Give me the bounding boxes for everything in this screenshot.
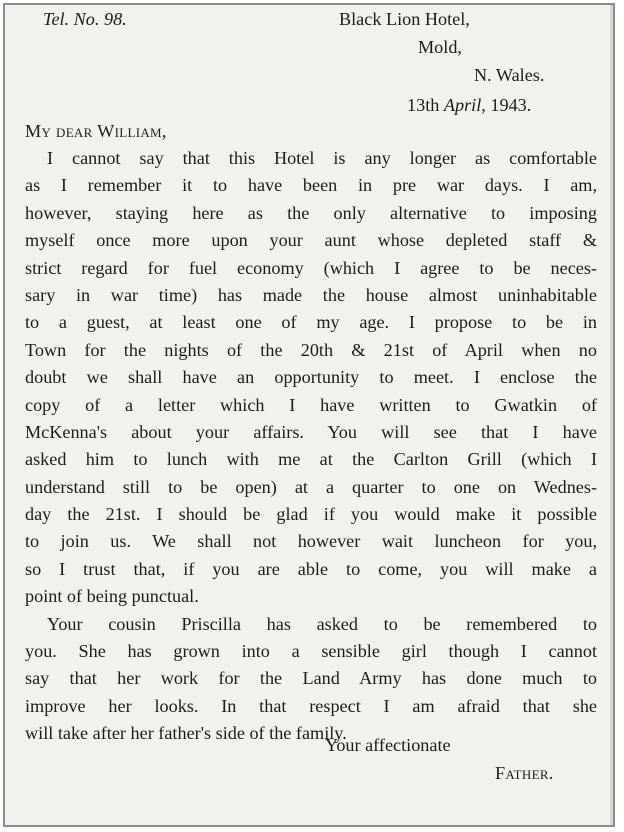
letter-page (3, 3, 615, 827)
body-line: to a guest, at least one of my age. I propose to be in (25, 312, 597, 333)
body-line: as I remember it to have been in pre war days. I am, (25, 175, 597, 196)
body-line: myself once more upon your aunt whose depleted staff & (25, 230, 597, 251)
date-year: 1943. (490, 95, 532, 115)
body-line: understand still to be open) at a quarter to one on Wednes- (25, 476, 597, 497)
body-line: strict regard for fuel economy (which I agree to be neces- (25, 257, 597, 278)
body-line: I cannot say that this Hotel is any longer as comfortable (47, 148, 597, 168)
body-line: to join us. We shall not however wait luncheon for you, (25, 531, 597, 552)
address-line-region: N. Wales. (474, 65, 545, 85)
body-line: so I trust that, if you are able to come, you will make a (25, 558, 597, 579)
body-line: asked him to lunch with me at the Carlton Grill (which I (25, 449, 597, 470)
address-line-hotel: Black Lion Hotel, (339, 9, 470, 29)
letter-date (407, 95, 531, 116)
body-line: however, staying here as the only alternative to imposing (25, 202, 597, 223)
address-line-town: Mold, (418, 37, 462, 57)
body-line: point of being punctual. (25, 586, 199, 607)
body-line: sary in war time) has made the house almost uninhabitable (25, 284, 597, 305)
body-line: day the 21st. I should be glad if you would make it possible (25, 504, 597, 525)
body-line: improve her looks. In that respect I am afraid that she (25, 695, 597, 716)
salutation: My dear William, (25, 121, 167, 141)
telephone-number: Tel. No. 98. (43, 9, 127, 29)
signature: Father. (495, 763, 554, 783)
body-line: copy of a letter which I have written to Gwatkin of (25, 394, 597, 415)
letter-body (25, 145, 597, 748)
body-line: say that her work for the Land Army has done much to (25, 668, 597, 689)
paragraph-1 (25, 145, 597, 611)
date-month: April, (443, 95, 486, 115)
body-line: Your cousin Priscilla has asked to be remembered to (47, 613, 597, 634)
paragraph-2 (25, 611, 597, 748)
date-day: 13th (407, 95, 440, 115)
closing-phrase: Your affectionate (325, 735, 451, 755)
body-line: Town for the nights of the 20th & 21st of April when no (25, 339, 597, 360)
body-line: will take after her father's side of the family. (25, 723, 347, 744)
body-line: doubt we shall have an opportunity to meet. I enclose the (25, 367, 597, 388)
body-line: you. She has grown into a sensible girl though I cannot (25, 641, 597, 662)
body-line: McKenna's about your affairs. You will see that I have (25, 421, 597, 442)
